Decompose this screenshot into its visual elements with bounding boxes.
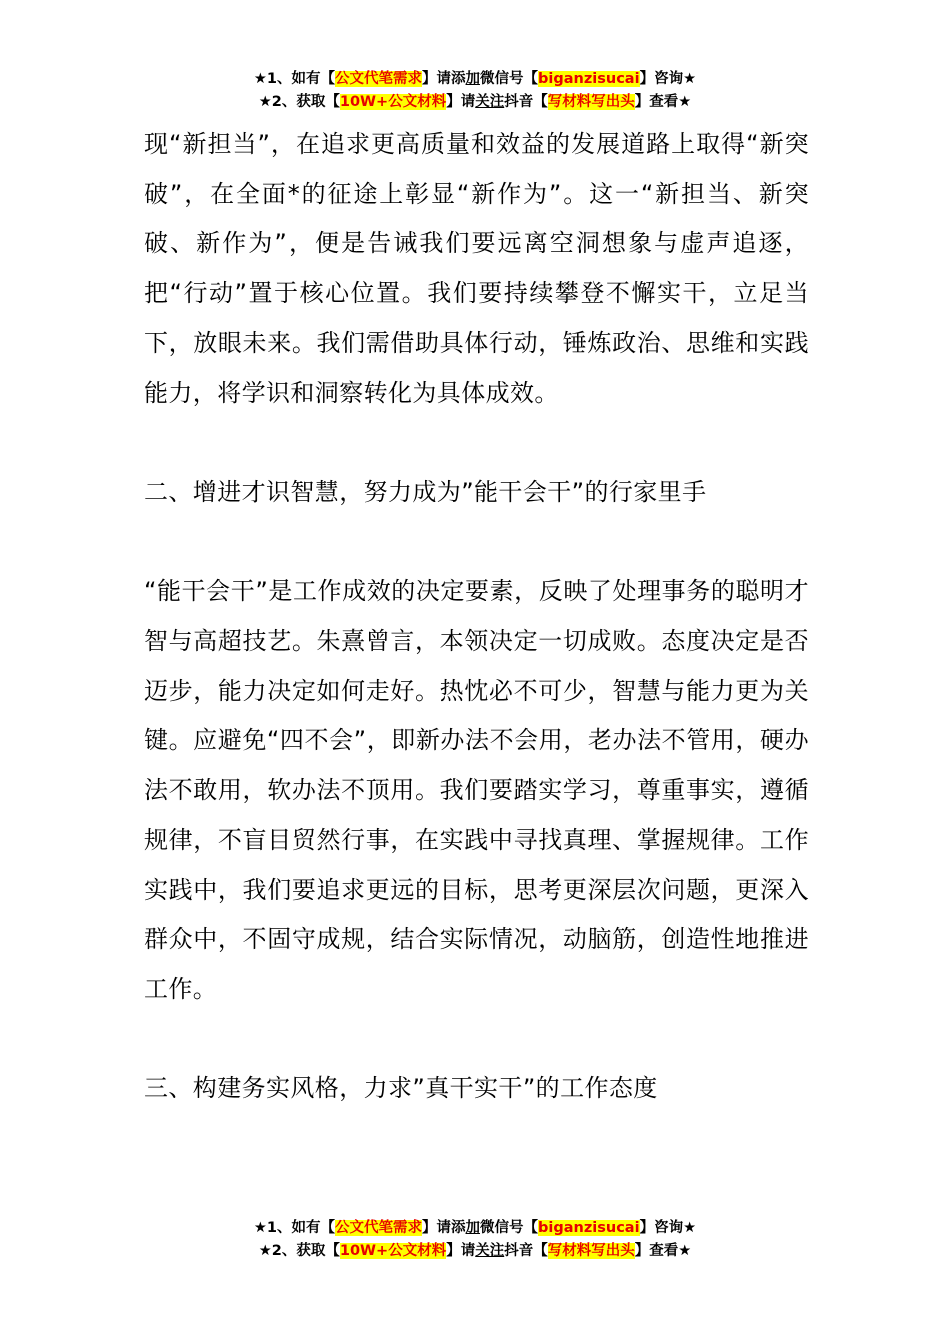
- section-heading-3: 三、构建务实风格，力求”真干实干”的工作态度: [144, 1074, 658, 1103]
- section-heading-2: 二、增进才识智慧，努力成为”能干会干”的行家里手: [144, 477, 707, 506]
- paragraph-spacer: [144, 1015, 809, 1065]
- banner-line-2: ★2、获取【10W+公文材料】请关注抖音【写材料写出头】查看★: [258, 94, 692, 110]
- paragraph-spacer: [144, 518, 809, 568]
- highlight-text: 写材料写出头: [547, 94, 635, 110]
- body-paragraph-1: 现“新担当”，在追求更高质量和效益的发展道路上取得“新突破”，在全面*的征途上彰显“新作为”。这一“新担当、新突破、新作为”，便是告诫我们要远离空洞想象与虚声追逐，把“行动”置于核心位置。我们要持续攀登不懈实干，立足当下，放眼未来。我们需借助具体行动，锤炼政治、思维和实践能力，将学识和洞察转化为具体成效。: [144, 130, 809, 407]
- banner-line-2: ★2、获取【10W+公文材料】请关注抖音【写材料写出头】查看★: [258, 1243, 692, 1259]
- banner-line-1: ★1、如有【公文代笔需求】请添加微信号【biganzisucai】咨询★: [253, 71, 697, 87]
- footer-banner: [0, 1217, 950, 1263]
- highlight-text: biganzisucai: [538, 1220, 640, 1236]
- banner-line-1: ★1、如有【公文代笔需求】请添加微信号【biganzisucai】咨询★: [253, 1220, 697, 1236]
- highlight-text: 10W+公文材料: [339, 1243, 447, 1259]
- highlight-text: biganzisucai: [538, 71, 640, 87]
- highlight-text: 公文代笔需求: [335, 71, 423, 87]
- header-banner: [0, 68, 950, 114]
- highlight-text: 10W+公文材料: [339, 94, 447, 110]
- document-body: [144, 120, 809, 1114]
- highlight-text: 公文代笔需求: [335, 1220, 423, 1236]
- paragraph-spacer: [144, 418, 809, 468]
- highlight-text: 写材料写出头: [547, 1243, 635, 1259]
- body-paragraph-2: “能干会干”是工作成效的决定要素，反映了处理事务的聪明才智与高超技艺。朱熹曾言，本领决定一切成败。态度决定是否迈步，能力决定如何走好。热忱必不可少，智慧与能力更为关键。应避免“四不会”，即新办法不会用，老办法不管用，硬办法不敢用，软办法不顶用。我们要踏实学习，尊重事实，遵循规律，不盲目贸然行事，在实践中寻找真理、掌握规律。工作实践中，我们要追求更远的目标，思考更深层次问题，更深入群众中，不固守成规，结合实际情况，动脑筋，创造性地推进工作。: [144, 577, 809, 1003]
